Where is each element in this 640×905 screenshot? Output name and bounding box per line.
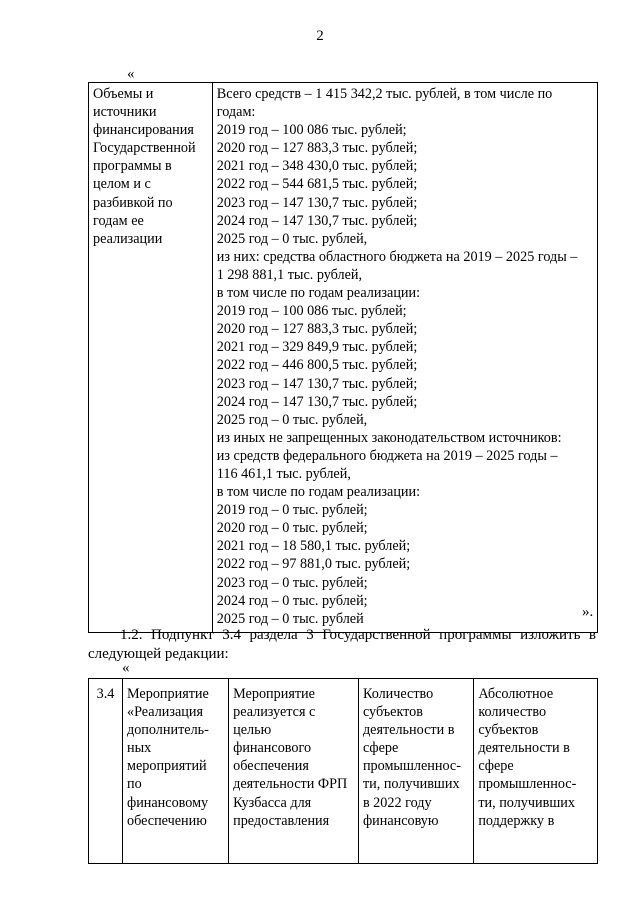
detail-line: из них: средства областного бюджета на 2019 – 2025 годы –	[216, 248, 578, 265]
cell-line: сфере	[478, 758, 514, 775]
cell-line: обеспечению	[127, 812, 207, 829]
indicator-definition	[478, 685, 594, 830]
detail-line: 2021 год – 348 430,0 тыс. рублей;	[216, 158, 418, 175]
cell-line: дополнитель-	[127, 722, 209, 739]
cell-line: промышленнос-	[362, 758, 461, 775]
detail-line: 2021 год – 329 849,9 тыс. рублей;	[216, 339, 418, 356]
detail-line: из иных не запрещенных законодательством источников:	[216, 429, 562, 446]
indicator-definition-cell	[474, 679, 598, 864]
detail-line: Всего средств – 1 415 342,2 тыс. рублей, в том числе по	[216, 86, 553, 102]
amendment-paragraph	[88, 626, 596, 664]
label-line: разбивкой по	[93, 194, 173, 211]
amendment-text: 1.2. Подпункт 3.4 раздела 3 Государственной программы изложить в следующей редакции:	[88, 627, 596, 662]
detail-line: 2022 год – 544 681,5 тыс. рублей;	[216, 176, 418, 193]
closing-quote: ».	[582, 604, 594, 620]
detail-line: 2025 год – 0 тыс. рублей,	[216, 411, 368, 428]
measure-name-cell	[123, 679, 229, 864]
cell-line: промышленнос-	[478, 776, 577, 793]
detail-line: 2019 год – 100 086 тыс. рублей;	[216, 303, 407, 320]
measure-name	[127, 685, 225, 830]
detail-line: 2023 год – 147 130,7 тыс. рублей;	[216, 375, 418, 392]
financing-table	[88, 82, 598, 633]
cell-line: в 2022 году	[362, 794, 432, 811]
detail-line: 2020 год – 0 тыс. рублей;	[216, 520, 368, 537]
cell-line: реализуется с	[233, 704, 316, 721]
label-line: годам ее	[93, 212, 144, 229]
detail-line: 2022 год – 97 881,0 тыс. рублей;	[216, 556, 411, 573]
page-number: 2	[316, 28, 324, 44]
financing-details-cell	[212, 83, 597, 633]
cell-line: субъектов	[478, 722, 539, 739]
label-line: Государственной	[93, 140, 196, 157]
detail-line: 2024 год – 0 тыс. рублей;	[216, 592, 368, 609]
measure-description	[233, 685, 355, 830]
measure-table	[88, 678, 598, 864]
label-line: программы в	[93, 158, 172, 175]
detail-line: 1 298 881,1 тыс. рублей,	[216, 266, 363, 283]
measure-description-cell	[229, 679, 359, 864]
indicator	[363, 685, 470, 830]
detail-line: в том числе по годам реализации:	[216, 285, 421, 302]
cell-line: мероприятий	[127, 758, 207, 775]
detail-line: 2021 год – 18 580,1 тыс. рублей;	[216, 538, 411, 555]
label-line: реализации	[93, 230, 163, 247]
detail-line: 2019 год – 0 тыс. рублей;	[216, 502, 368, 519]
detail-line: 2020 год – 127 883,3 тыс. рублей;	[216, 140, 418, 157]
cell-line: целью	[233, 722, 272, 739]
cell-line: поддержку в	[478, 812, 555, 829]
cell-line: Кузбасса для	[233, 794, 312, 811]
financing-details	[217, 85, 594, 628]
detail-line: 2023 год – 0 тыс. рублей;	[216, 574, 368, 591]
cell-line: деятельности в	[362, 722, 455, 739]
detail-line: 2024 год – 147 130,7 тыс. рублей;	[216, 212, 418, 229]
opening-quote-2: «	[122, 660, 130, 676]
financing-label-cell	[89, 83, 213, 633]
detail-line: 2025 год – 0 тыс. рублей	[216, 610, 364, 627]
measure-number: 3.4	[89, 679, 123, 864]
indicator-cell	[358, 679, 473, 864]
detail-line: 2025 год – 0 тыс. рублей,	[216, 230, 368, 247]
detail-line: 2020 год – 127 883,3 тыс. рублей;	[216, 321, 418, 338]
label-line: финансирования	[93, 122, 194, 139]
cell-line: Мероприятие	[233, 686, 315, 702]
detail-line: 2024 год – 147 130,7 тыс. рублей;	[216, 393, 418, 410]
cell-line: ных	[127, 740, 152, 757]
financing-label	[93, 85, 209, 248]
detail-line: годам:	[216, 104, 256, 121]
cell-line: обеспечения	[233, 758, 309, 775]
opening-quote: «	[127, 66, 135, 82]
cell-line: субъектов	[362, 704, 423, 721]
cell-line: финансового	[233, 740, 312, 757]
cell-line: деятельности ФРП	[233, 776, 348, 793]
detail-line: 2023 год – 147 130,7 тыс. рублей;	[216, 194, 418, 211]
cell-line: Количество	[362, 686, 434, 702]
detail-line: из средств федерального бюджета на 2019 – 2025 годы –	[216, 447, 558, 464]
cell-line: «Реализация	[127, 704, 203, 721]
cell-line: финансовую	[362, 812, 439, 829]
cell-line: количество	[478, 704, 547, 721]
cell-line: по	[127, 776, 142, 793]
cell-line: ти, получивших	[478, 794, 575, 811]
detail-line: 2022 год – 446 800,5 тыс. рублей;	[216, 357, 418, 374]
cell-line: Мероприятие	[127, 686, 209, 702]
cell-line: предоставления	[233, 812, 330, 829]
cell-line: сфере	[362, 740, 399, 757]
label-line: целом и с	[93, 176, 151, 193]
detail-line: 2019 год – 100 086 тыс. рублей;	[216, 122, 407, 139]
label-line: Объемы и	[93, 86, 154, 102]
cell-line: Абсолютное	[478, 686, 554, 702]
label-line: источники	[93, 104, 157, 121]
cell-line: финансовому	[127, 794, 209, 811]
detail-line: в том числе по годам реализации:	[216, 484, 421, 501]
cell-line: ти, получивших	[362, 776, 460, 793]
detail-line: 116 461,1 тыс. рублей,	[216, 465, 351, 482]
cell-line: деятельности в	[478, 740, 570, 757]
